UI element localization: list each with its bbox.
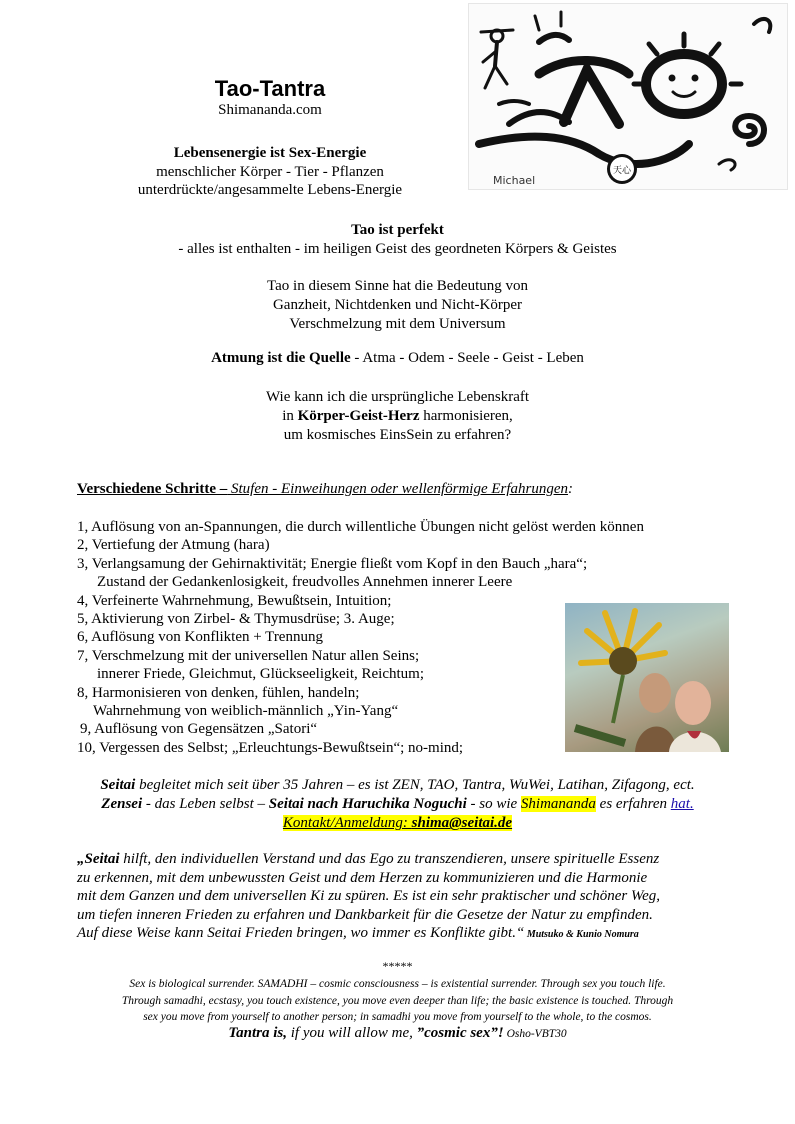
contact-label: Kontakt/Anmeldung: <box>282 815 412 832</box>
breath-bold: Atmung ist die Quelle <box>211 350 351 366</box>
ink-drawing-icon <box>469 4 787 189</box>
page-title: Tao-Tantra <box>214 76 326 101</box>
quote-attribution: Mutsuko & Kunio Nomura <box>524 929 639 940</box>
seal-stamp: 天心 <box>612 166 632 176</box>
separator: ***** <box>382 959 413 973</box>
question-block <box>0 388 795 445</box>
question-line-3: um kosmisches EinsSein zu erfahren? <box>283 427 512 443</box>
shimananda-highlight: Shimananda <box>520 796 596 813</box>
seitai-line-2: Zensei - das Leben selbst – Seitai nach Haruchika Noguchi - so wie Shimananda es erfahren hat. <box>101 796 694 813</box>
tao-line: - alles ist enthalten - im heiligen Geist des geordneten Körpers & Geistes <box>178 241 617 257</box>
energy-line-2: unterdrückte/angesammelte Lebens-Energie <box>137 182 403 198</box>
list-item: 3, Verlangsamung der Gehirnaktivität; Energie fließt vom Kopf in den Bauch „hara“; <box>77 555 588 572</box>
steps-subheading: Stufen - Einweihungen oder wellenförmige Erfahrungen <box>227 481 569 497</box>
list-item: 7, Verschmelzung mit der universellen Natur allen Seins; <box>77 647 420 664</box>
hat-link[interactable]: hat. <box>670 796 694 813</box>
list-item: 6, Auflösung von Konflikten + Trennung <box>77 629 323 646</box>
energy-heading: Lebensenergie ist Sex-Energie <box>173 145 367 161</box>
header-block <box>70 76 470 119</box>
tao-block <box>0 221 795 259</box>
osho-reference: Osho-VBT30 <box>503 1028 567 1040</box>
osho-final-line: Tantra is, if you will allow me, ”cosmic sex”! Osho-VBT30 <box>228 1025 567 1041</box>
contact-email-link[interactable]: shima@seitai.de <box>411 815 513 832</box>
steps-heading: Verschiedene Schritte – Stufen - Einweihungen oder wellenförmige Erfahrungen: <box>77 481 574 497</box>
ink-artwork <box>468 3 788 190</box>
steps-heading-bold: Verschiedene Schritte – <box>77 481 228 497</box>
osho-quote: Sex is biological surrender. SAMADHI – cosmic consciousness – is existential surrender. Through sex you touch life. Through samadhi, ecstasy, you touch existence, you move even deeper than life; the basic existence is touched. Through sex you move from yourself to another person; in samadhi you move from yourself to the whole, to the cosmos. <box>121 978 674 1023</box>
energy-line-1: menschlicher Körper - Tier - Pflanzen <box>156 163 384 180</box>
list-item: 2, Vertiefung der Atmung (hara) <box>77 537 270 554</box>
meaning-block <box>0 277 795 334</box>
meaning-line-2: Ganzheit, Nichtdenken und Nicht-Körper <box>272 297 523 313</box>
list-item: 4, Verfeinerte Wahrnehmung, Bewußtsein, Intuition; <box>77 592 392 609</box>
list-item: Zustand der Gedankenlosigkeit, freudvolles Annehmen innerer Leere <box>97 574 513 591</box>
seitai-block <box>0 776 795 834</box>
quote-bold: Seitai <box>84 851 120 867</box>
meaning-line-3: Verschmelzung mit dem Universum <box>289 316 506 332</box>
portrait-photo <box>565 603 729 752</box>
breath-rest: - Atma - Odem - Seele - Geist - Leben <box>350 350 584 366</box>
list-item: 1, Auflösung von an-Spannungen, die durch willentliche Übungen nicht gelöst werden können <box>77 519 644 535</box>
nomura-quote: „Seitai hilft, den individuellen Verstand und das Ego zu transzendieren, unsere spirituelle Essenz zu erkennen, mit dem unbewussten Geist und dem Herzen zu kommunizieren und die Harmonie mit dem Ganzen und dem universellen Ki zu spüren. Es ist ein sehr praktischer und schöner Weg, um tiefen inneren Frieden zu erfahren und Dankbarkeit für die Gesetze der Natur zu empfinden. Auf diese Weise kann Seitai Frieden bringen, wo immer es Konflikte gibt.“ Mutsuko & Kunio Nomura <box>77 851 660 941</box>
energy-block <box>70 144 470 200</box>
artist-signature: Michael <box>493 174 536 187</box>
steps-list <box>77 518 644 757</box>
site-name: Shimananda.com <box>218 102 322 118</box>
question-line-2: in Körper-Geist-Herz harmonisieren, <box>282 408 513 424</box>
list-item: 8, Harmonisieren von denken, fühlen, handeln; <box>77 684 360 701</box>
contact-line <box>0 814 795 833</box>
list-item: 10, Vergessen des Selbst; „Erleuchtungs-Bewußtsein“; no-mind; <box>77 739 464 756</box>
list-item: 9, Auflösung von Gegensätzen „Satori“ <box>80 721 318 738</box>
seitai-line-1: Seitai begleitet mich seit über 35 Jahren – es ist ZEN, TAO, Tantra, WuWei, Latihan, Zifagong, ect. <box>100 777 695 793</box>
tao-heading: Tao ist perfekt <box>351 222 444 238</box>
list-item: 5, Aktivierung von Zirbel- & Thymusdrüse; 3. Auge; <box>77 611 395 628</box>
question-line-1: Wie kann ich die ursprüngliche Lebenskraft <box>265 389 530 405</box>
photo-icon <box>565 603 729 752</box>
list-item: innerer Friede, Gleichmut, Glückseeligkeit, Reichtum; <box>97 666 424 683</box>
list-item: Wahrnehmung von weiblich-männlich „Yin-Yang“ <box>93 703 399 720</box>
meaning-line-1: Tao in diesem Sinne hat die Bedeutung von <box>267 278 528 294</box>
question-bold: Körper-Geist-Herz <box>297 408 420 424</box>
breath-line <box>0 350 795 367</box>
